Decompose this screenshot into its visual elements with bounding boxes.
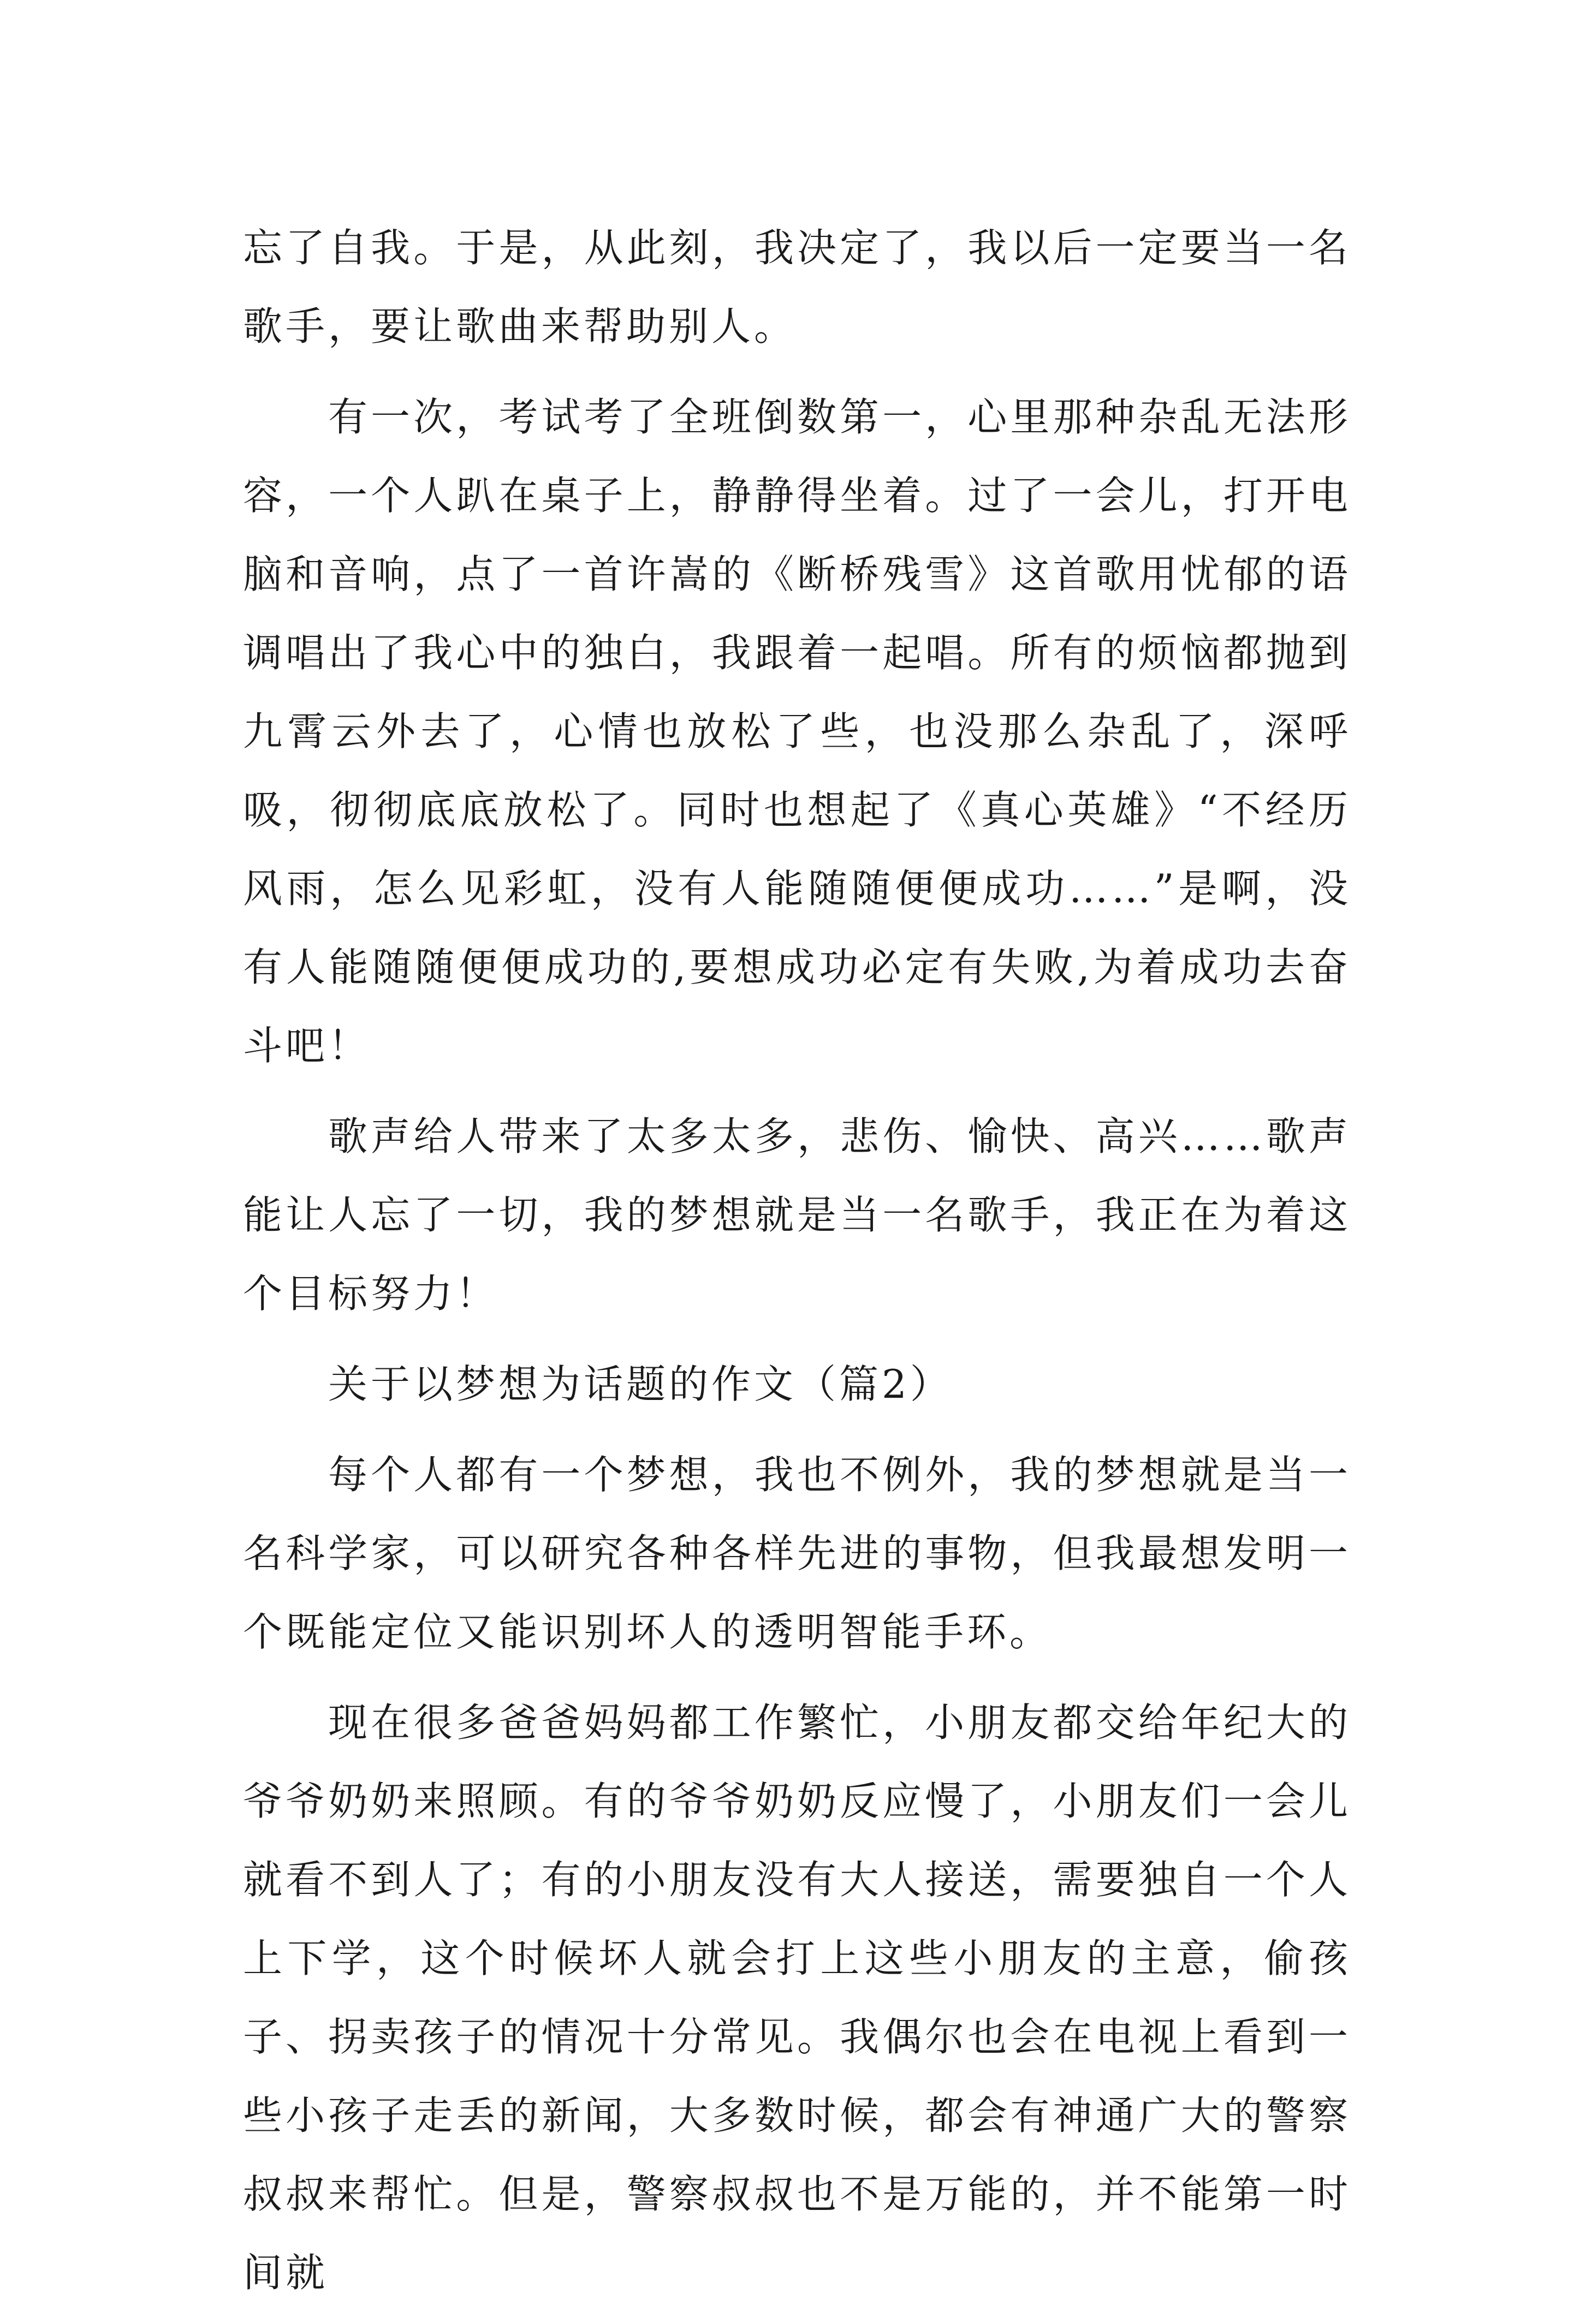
paragraph-3: 歌声给人带来了太多太多，悲伤、愉快、高兴……歌声能让人忘了一切，我的梦想就是当一名歌手，我正在为着这个目标努力！ (243, 1113, 1351, 1316)
paragraph-5: 现在很多爸爸妈妈都工作繁忙，小朋友都交给年纪大的爷爷奶奶来照顾。有的爷爷奶奶反应慢了，小朋友们一会儿就看不到人了；有的小朋友没有大人接送，需要独自一个人上下学，这个时候坏人就会打上这些小朋友的主意，偷孩子、拐卖孩子的情况十分常见。我偶尔也会在电视上看到一些小孩子走丢的新闻，大多数时候，都会有神通广大的警察叔叔来帮忙。但是，警察叔叔也不是万能的，并不能第一时间就 (243, 1700, 1351, 2296)
document-body (243, 208, 1351, 2324)
paragraph-4: 每个人都有一个梦想，我也不例外，我的梦想就是当一名科学家，可以研究各种各样先进的事物，但我最想发明一个既能定位又能识别坏人的透明智能手环。 (243, 1452, 1351, 1655)
section-heading: 关于以梦想为话题的作文（篇2） (328, 1361, 953, 1407)
paragraph-1: 忘了自我。于是，从此刻，我决定了，我以后一定要当一名歌手，要让歌曲来帮助别人。 (243, 225, 1351, 349)
paragraph-2: 有一次，考试考了全班倒数第一，心里那种杂乱无法形容，一个人趴在桌子上，静静得坐着。过了一会儿，打开电脑和音响，点了一首许嵩的《断桥残雪》这首歌用忧郁的语调唱出了我心中的独白，我跟着一起唱。所有的烦恼都抛到九霄云外去了，心情也放松了些，也没那么杂乱了，深呼吸，彻彻底底放松了。同时也想起了《真心英雄》“不经历风雨，怎么见彩虹，没有人能随随便便成功……”是啊，没有人能随随便便成功的,要想成功必定有失败,为着成功去奋斗吧！ (243, 394, 1351, 1069)
